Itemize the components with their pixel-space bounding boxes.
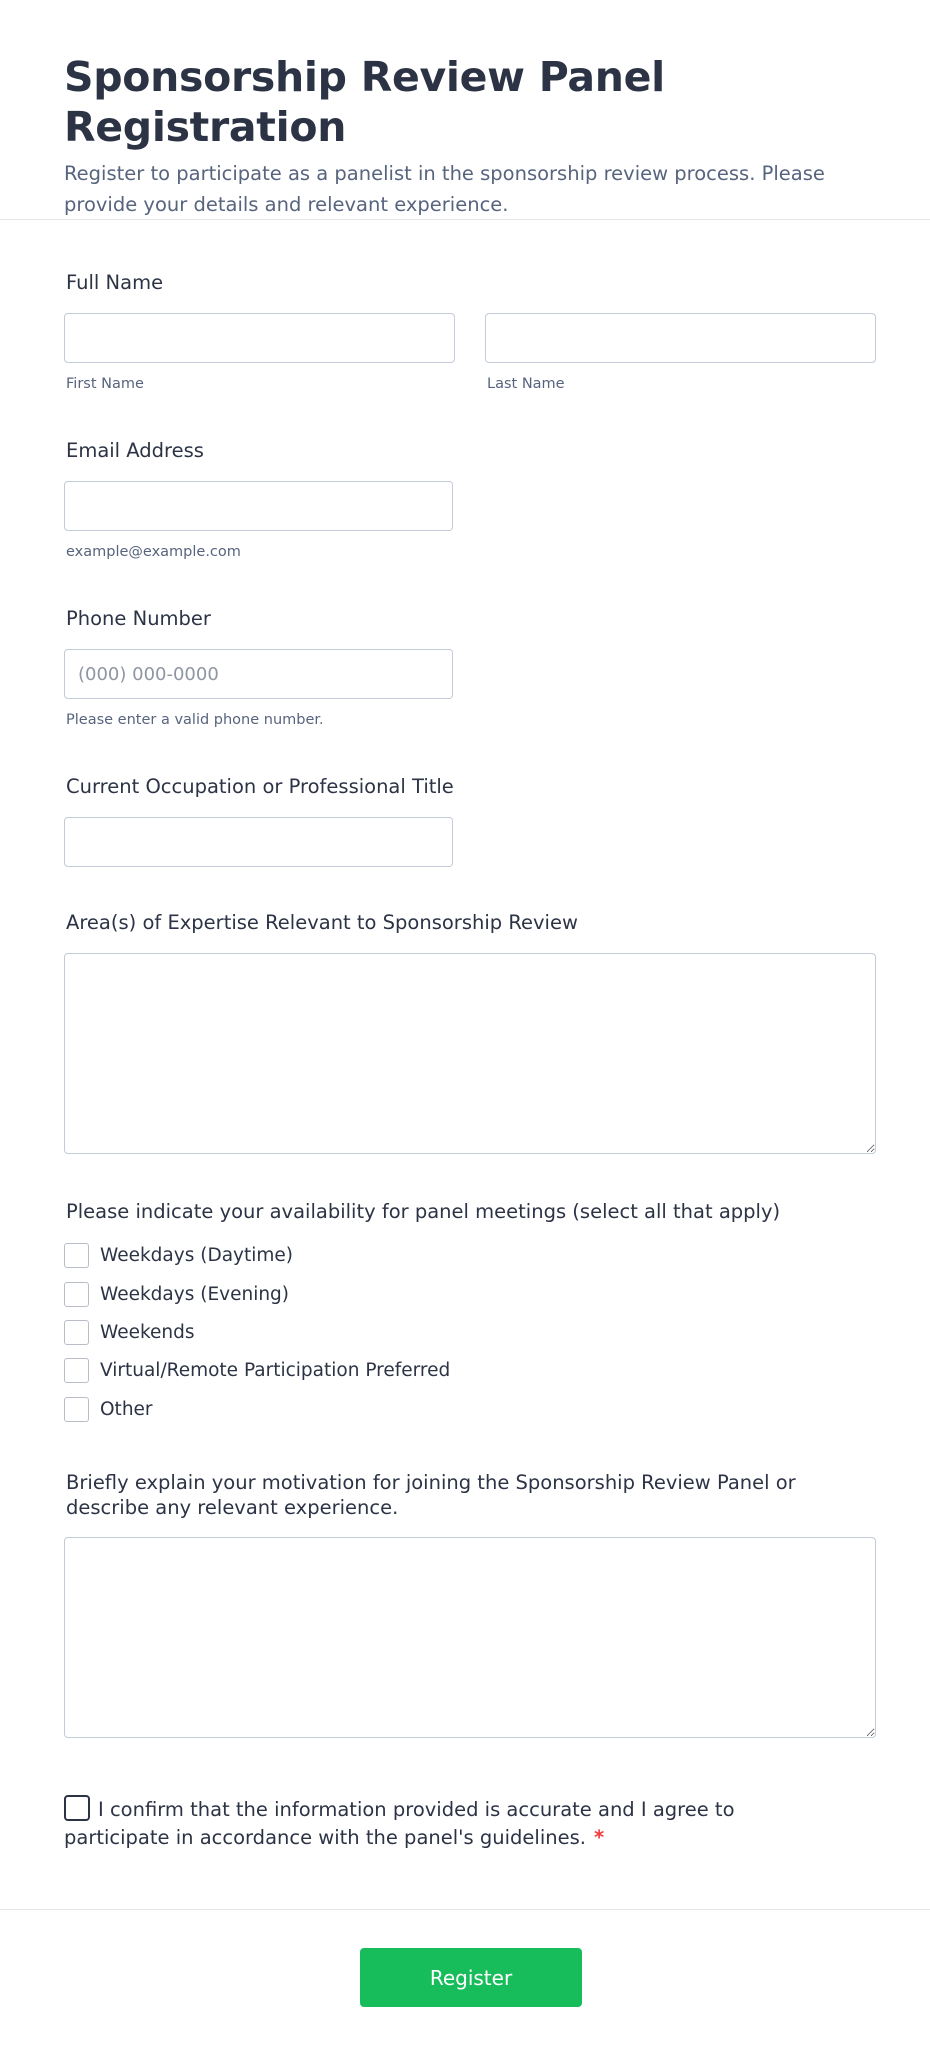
required-marker: * <box>593 1826 605 1849</box>
availability-option-weekdays-daytime[interactable] <box>64 1242 293 1268</box>
last-name-input[interactable] <box>485 313 876 363</box>
page-title: Sponsorship Review Panel Registration <box>64 53 665 151</box>
confirmation-row[interactable] <box>64 1795 764 1852</box>
occupation-label: Current Occupation or Professional Title <box>66 775 454 798</box>
checkbox-label: Weekdays (Evening) <box>100 1283 290 1305</box>
motivation-label: Briefly explain your motivation for joining the Sponsorship Review Panel or describe any relevant experience. <box>66 1471 796 1519</box>
header-divider <box>0 219 930 220</box>
phone-label: Phone Number <box>66 607 211 630</box>
page-subtitle: Register to participate as a panelist in the sponsorship review process. Please provide your details and relevant experience. <box>64 162 825 216</box>
email-sublabel: example@example.com <box>66 544 241 560</box>
availability-label: Please indicate your availability for panel meetings (select all that apply) <box>66 1200 781 1223</box>
confirmation-checkbox[interactable] <box>64 1795 90 1821</box>
first-name-input[interactable] <box>64 313 455 363</box>
availability-option-weekdays-evening[interactable] <box>64 1281 289 1307</box>
expertise-label: Area(s) of Expertise Relevant to Sponsorship Review <box>66 911 578 934</box>
last-name-sublabel: Last Name <box>487 376 565 392</box>
checkbox[interactable] <box>64 1397 89 1422</box>
checkbox[interactable] <box>64 1243 89 1268</box>
checkbox-label: Weekends <box>100 1321 195 1343</box>
checkbox-label: Weekdays (Daytime) <box>100 1244 293 1266</box>
footer-divider <box>0 1909 930 1910</box>
availability-option-weekends[interactable] <box>64 1319 195 1345</box>
email-label: Email Address <box>66 439 204 462</box>
first-name-sublabel: First Name <box>66 376 144 392</box>
checkbox[interactable] <box>64 1358 89 1383</box>
email-input[interactable] <box>64 481 453 531</box>
phone-sublabel: Please enter a valid phone number. <box>66 712 324 728</box>
occupation-input[interactable] <box>64 817 453 867</box>
form-header <box>64 52 864 220</box>
checkbox[interactable] <box>64 1282 89 1307</box>
checkbox-label: Virtual/Remote Participation Preferred <box>100 1359 451 1381</box>
confirmation-text: I confirm that the information provided is accurate and I agree to participate in accordance with the panel's guidelines. <box>64 1798 735 1849</box>
expertise-textarea[interactable] <box>64 953 876 1154</box>
full-name-label: Full Name <box>66 271 164 294</box>
availability-option-virtual[interactable] <box>64 1357 450 1383</box>
motivation-textarea[interactable] <box>64 1537 876 1738</box>
register-button[interactable]: Register <box>360 1948 582 2007</box>
availability-option-other[interactable] <box>64 1396 153 1422</box>
checkbox[interactable] <box>64 1320 89 1345</box>
phone-input[interactable] <box>64 649 453 699</box>
checkbox-label: Other <box>100 1398 153 1420</box>
